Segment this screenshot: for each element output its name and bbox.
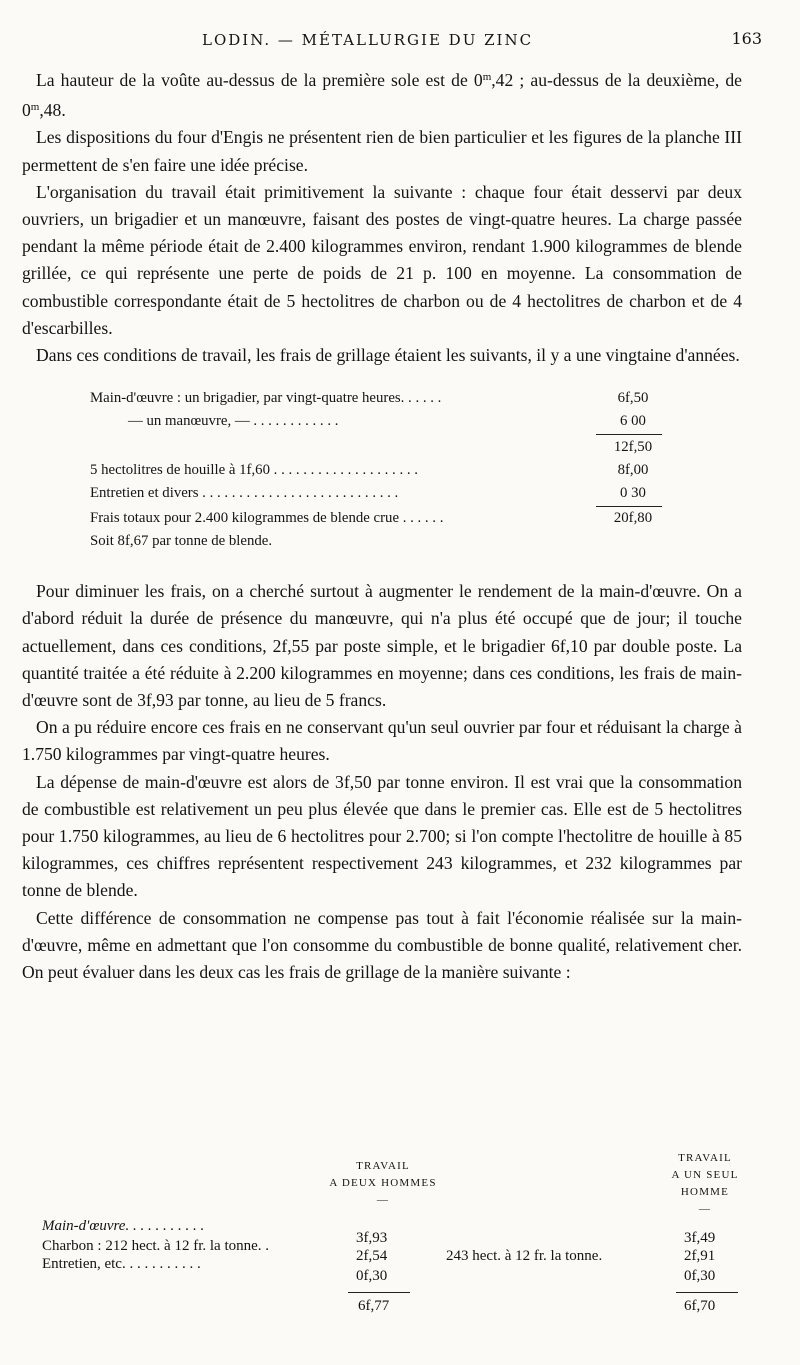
cost-label: — un manœuvre, — . . . . . . . . . . . . [128, 413, 339, 430]
two-men-value: 0f,30 [356, 1268, 388, 1284]
one-man-coal-label: 243 hect. à 12 fr. la tonne. [446, 1248, 603, 1264]
one-man-total: 6f,70 [684, 1298, 716, 1314]
page [22, 26, 762, 986]
paragraph-vault-height [22, 64, 742, 124]
column-head-two-men [318, 1158, 448, 1209]
column-head-one-man [660, 1150, 750, 1218]
cost-amount: 6 00 [620, 413, 646, 430]
cost-label: Main-d'œuvre : un brigadier, par vingt-quatre heures. . . . . . [90, 390, 442, 407]
two-men-total-rule [348, 1292, 410, 1293]
item-label-upkeep: Entretien, etc. . . . . . . . . . . [42, 1256, 201, 1272]
cost-row [90, 387, 662, 410]
cost-row [90, 410, 662, 433]
cost-total-row [90, 507, 662, 530]
paragraph-engis-furnace: Les dispositions du four d'Engis ne présentent rien de bien particulier et les figures de la planche III permettent de s'en faire une idée précise. [22, 127, 742, 175]
vault-height-unit-b: m [30, 101, 40, 114]
cost-total: 20f,80 [613, 510, 653, 527]
cost-label: Entretien et divers . . . . . . . . . . . . . . . . . . . . . . . . . . . [90, 485, 399, 502]
paragraph-labour-expense: La dépense de main-d'œuvre est alors de 3f,50 par tonne environ. Il est vrai que la consommation de combustible est relativement un peu plus élevée que dans le premier cas. Elle est de 5 hectolitres pour 1.750 kilogrammes, au lieu de 6 hectolitres pour 2.700; si l'on compte l'hectolitre de houille à 85 kilogrammes, ces chiffres représentent respectivement 243 kilogrammes, et 232 kilogrammes par tonne de blende. [22, 771, 742, 901]
cost-note: Soit 8f,67 par tonne de blende. [90, 532, 273, 549]
column-head-line: TRAVAIL [356, 1160, 410, 1172]
cost-subtotal: 12f,50 [613, 438, 653, 455]
paragraph-single-worker: On a pu réduire encore ces frais en ne conservant qu'un seul ouvrier par four et réduisant la charge à 1.750 kilogrammes par vingt-quatre heures. [22, 717, 742, 765]
page-header [22, 26, 762, 54]
cost-per-tonne-note [90, 530, 662, 552]
column-head-line: A UN SEUL [671, 1169, 739, 1181]
column-head-line: TRAVAIL [678, 1152, 732, 1164]
column-head-dash: — [376, 1194, 390, 1206]
one-man-value: 2f,91 [684, 1248, 716, 1264]
running-title: LODIN. — MÉTALLURGIE DU ZINC [202, 31, 534, 49]
cost-amount: 6f,50 [617, 390, 649, 407]
column-head-line: HOMME [680, 1186, 730, 1198]
paragraph-consumption-difference: Cette différence de consommation ne compense pas tout à fait l'économie réalisée sur la main-d'œuvre, même en admettant que l'on consomme du combustible de bonne qualité, relativement cher. On peut évaluer dans les deux cas les frais de grillage de la manière suivante : [22, 907, 742, 983]
cost-table-old [90, 387, 662, 552]
vault-height-text-b: ,42 ; au-dessus de la deuxième, de 0 [22, 70, 742, 121]
column-head-dash: — [698, 1203, 712, 1215]
paragraph-roasting-costs-intro: Dans ces conditions de travail, les frais de grillage étaient les suivants, il y a une vingtaine d'années. [36, 345, 740, 366]
paragraph-reduce-costs: Pour diminuer les frais, on a cherché surtout à augmenter le rendement de la main-d'œuvre. On a d'abord réduit la durée de présence du manœuvre, qui n'a plus été occupé que de jour; il touche actuellement, dans ces conditions, 2f,55 par poste simple, et le brigadier 6f,10 par double poste. La quantité traitée a été réduite à 2.200 kilogrammes en moyenne; dans ces conditions, les frais de main-d'œuvre sont de 3f,93 par tonne, au lieu de 5 francs. [22, 581, 742, 711]
paragraph-work-organisation: L'organisation du travail était primitivement la suivante : chaque four était desservi par deux ouvriers, un brigadier et un manœuvre, faisant des postes de vingt-quatre heures. La charge passée pendant la même période était de 2.400 kilogrammes environ, rendant 1.900 kilogrammes de blende grillée, ce qui représente une perte de poids de 21 p. 100 en moyenne. La consommation de combustible correspondante était de 5 hectolitres de charbon ou de 4 hectolitres de charbon et de 4 d'escarbilles. [22, 181, 742, 338]
one-man-value: 0f,30 [684, 1268, 716, 1284]
cost-row [90, 482, 662, 505]
item-label-labour: Main-d'œuvre. . . . . . . . . . . [42, 1218, 205, 1234]
two-men-value: 2f,54 [356, 1248, 388, 1264]
cost-label: 5 hectolitres de houille à 1f,60 . . . . . . . . . . . . . . . . . . . . [90, 462, 418, 479]
cost-subtotal-row [90, 435, 662, 459]
page-number: 163 [731, 29, 762, 48]
vault-height-unit-a: m [482, 71, 492, 83]
vault-height-text-c: ,48. [39, 100, 66, 121]
one-man-total-rule [676, 1292, 738, 1293]
one-man-value: 3f,49 [684, 1230, 716, 1246]
two-men-value: 3f,93 [356, 1230, 388, 1246]
cost-row [90, 459, 662, 482]
item-label-coal: Charbon : 212 hect. à 12 fr. la tonne. . [42, 1238, 270, 1254]
cost-label: Frais totaux pour 2.400 kilogrammes de blende crue . . . . . . [90, 510, 444, 527]
two-men-total: 6f,77 [358, 1298, 390, 1314]
cost-amount: 0 30 [620, 485, 646, 502]
vault-height-text-a: La hauteur de la voûte au-dessus de la première sole est de 0 [36, 70, 483, 90]
cost-amount: 8f,00 [617, 462, 649, 479]
column-head-line: A DEUX HOMMES [329, 1177, 437, 1189]
